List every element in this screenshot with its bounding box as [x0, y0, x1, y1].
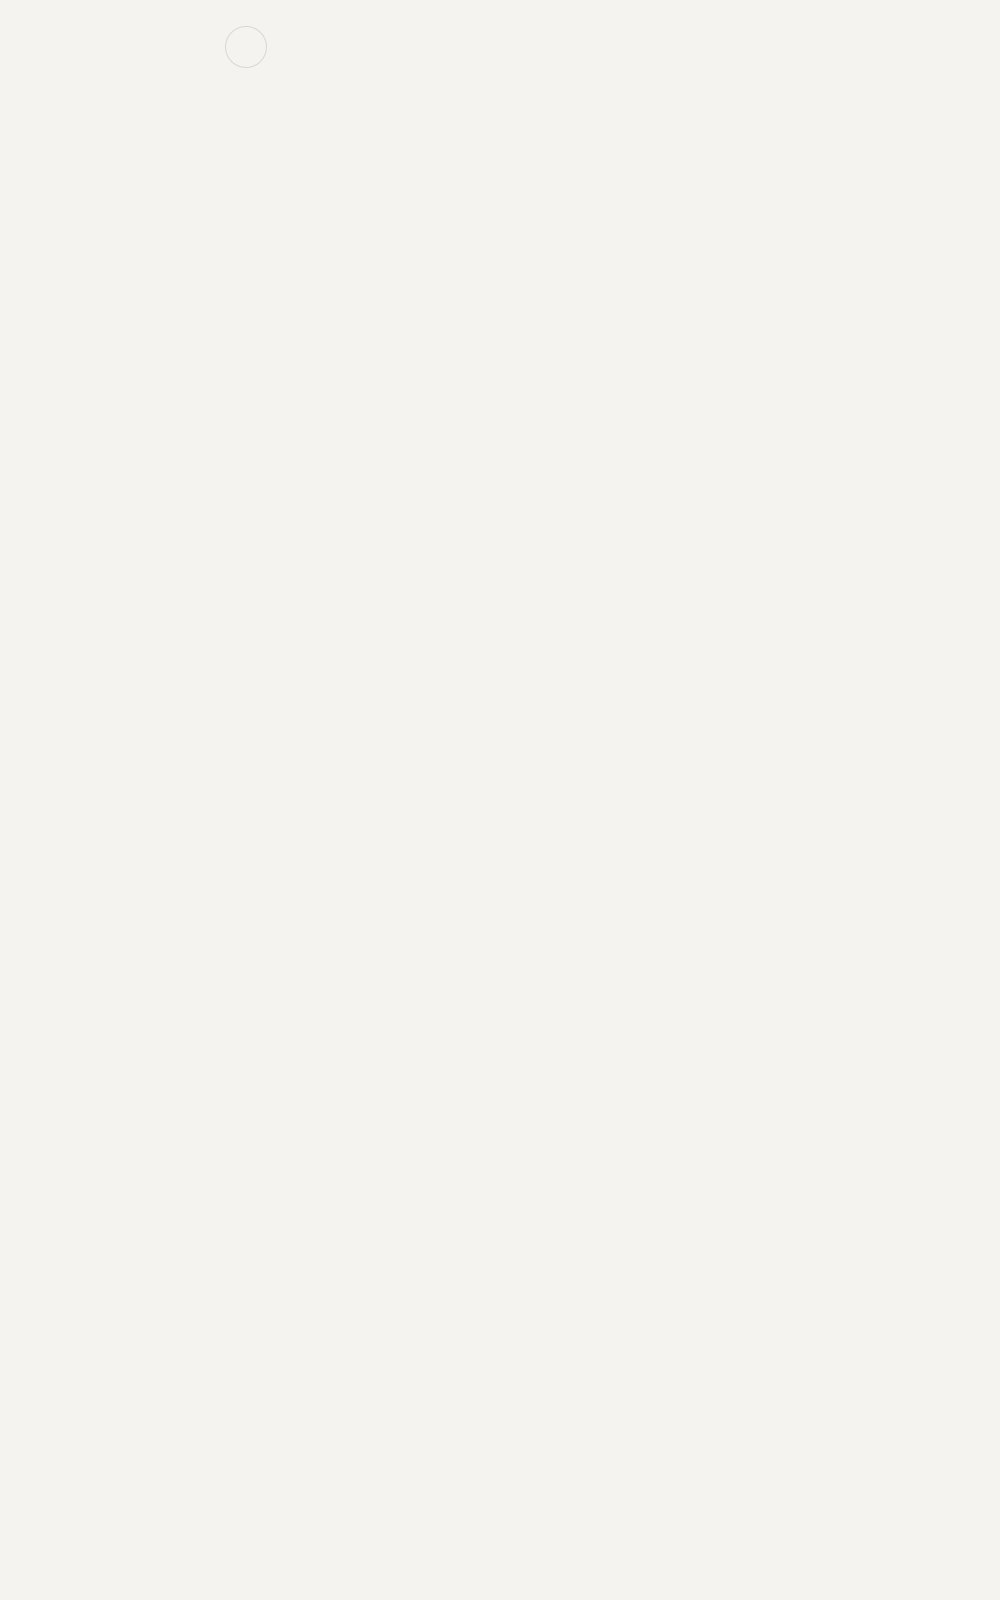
l3-part3 — [168, 884, 204, 908]
stamp-mark — [225, 26, 267, 68]
l5-part1-line1 — [168, 1275, 204, 1299]
l4-part1 — [168, 975, 204, 999]
l4-part6 — [168, 1184, 204, 1208]
l3-part1-line1 — [168, 704, 204, 728]
l4-part3-line1 — [168, 1035, 204, 1059]
l4-part4 — [168, 1124, 204, 1148]
l3-part2 — [168, 854, 204, 878]
l4-part5 — [168, 1154, 204, 1178]
passage-summary-line1 — [168, 254, 204, 278]
l3-part4 — [168, 914, 204, 938]
l5-part2-line1 — [168, 1394, 204, 1418]
l4-part2 — [168, 1004, 204, 1028]
